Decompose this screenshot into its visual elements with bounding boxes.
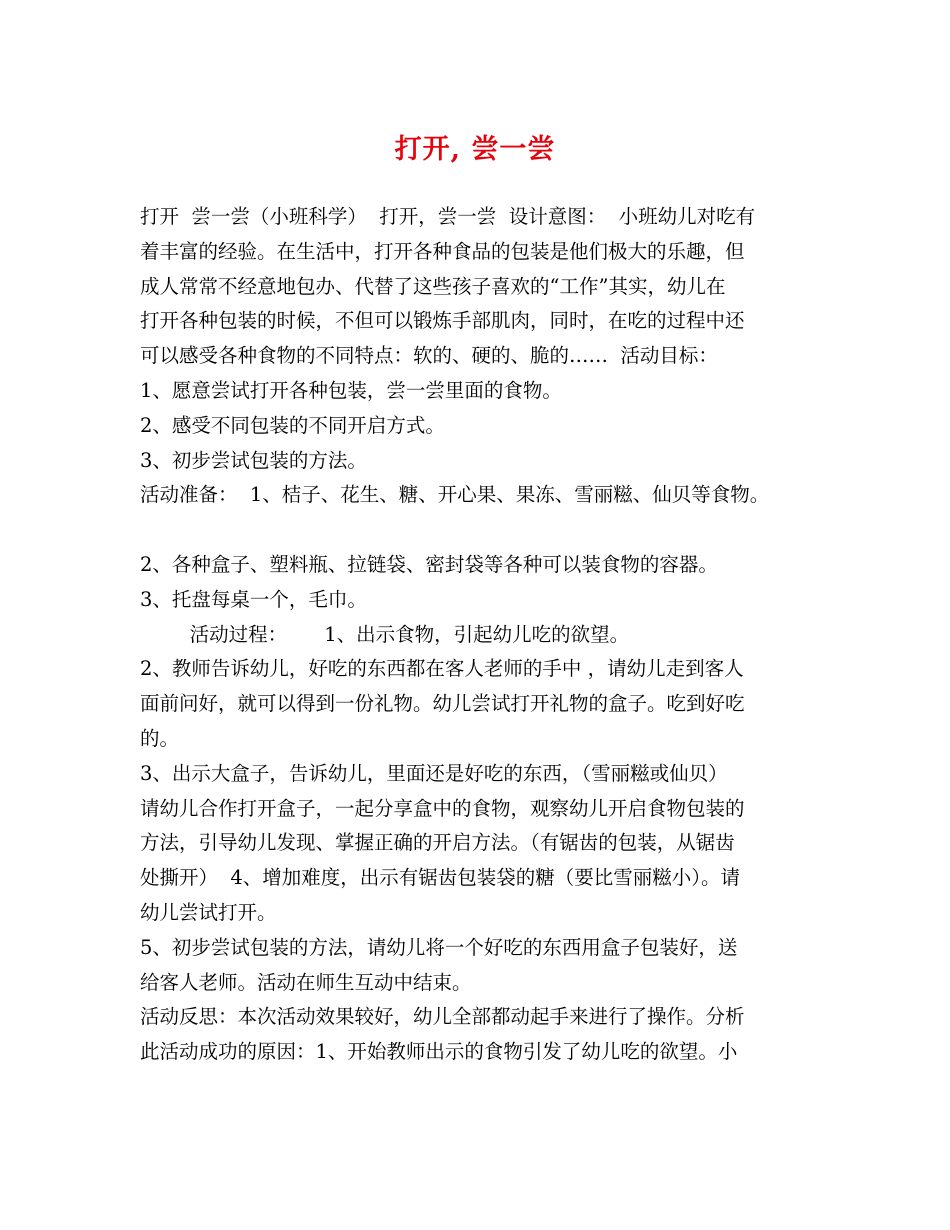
body-line: 处撕开） 4、增加难度，出示有锯齿包装袋的糖（要比雪丽糍小）。请 [140,866,741,890]
body-line: 2、感受不同包装的不同开启方式。 [140,413,445,437]
document-title: 打开, 尝一尝 [394,134,556,165]
body-line: 此活动成功的原因：1、开始教师出示的食物引发了幼儿吃的欲望。小 [140,1040,738,1064]
body-line: 方法，引导幼儿发现、掌握正确的开启方法。（有锯齿的包装，从锯齿 [140,831,735,855]
body-line: 3、出示大盒子，告诉幼儿，里面还是好吃的东西，（雪丽糍或仙贝） [140,761,728,785]
body-line: 3、初步尝试包装的方法。 [140,448,367,472]
body-line: 活动准备： 1、桔子、花生、糖、开心果、果冻、雪丽糍、仙贝等食物。 [140,483,770,507]
body-line: 幼儿尝试打开。 [140,900,277,924]
blank-line [140,513,830,548]
body-line: 的。 [140,726,180,750]
body-line: 2、教师告诉幼儿，好吃的东西都在客人老师的手中 ，请幼儿走到客人 [140,657,744,681]
body-line: 打开 尝一尝（小班科学） 打开，尝一尝 设计意图： 小班幼儿对吃有 [140,205,756,228]
body-line: 给客人老师。活动在师生互动中结束。 [140,970,472,994]
body-line: 成人常常不经意地包办、代替了这些孩子喜欢的“工作”其实，幼儿在 [140,274,726,298]
document-body [140,200,830,1070]
body-line: 3、托盘每桌一个，毛巾。 [140,587,367,611]
body-line: 打开各种包装的时候，不但可以锻炼手部肌肉，同时，在吃的过程中还 [140,309,745,333]
body-line: 1、愿意尝试打开各种包装，尝一尝里面的食物。 [140,378,562,402]
body-line: 请幼儿合作打开盒子，一起分享盒中的食物，观察幼儿开启食物包装的 [140,796,745,820]
body-line: 可以感受各种食物的不同特点：软的、硬的、脆的…… 活动目标： [140,344,718,368]
body-line: 面前问好，就可以得到一份礼物。幼儿尝试打开礼物的盒子。吃到好吃 [140,692,745,716]
body-line: 5、初步尝试包装的方法，请幼儿将一个好吃的东西用盒子包装好，送 [140,935,738,959]
body-line: 2、各种盒子、塑料瓶、拉链袋、密封袋等各种可以装食物的容器。 [140,552,718,576]
body-line: 着丰富的经验。在生活中，打开各种食品的包装是他们极大的乐趣，但 [140,239,745,263]
body-line: 活动反思：本次活动效果较好，幼儿全部都动起手来进行了操作。分析 [140,1005,745,1029]
body-line: 活动过程： 1、出示食物，引起幼儿吃的欲望。 [140,622,630,646]
